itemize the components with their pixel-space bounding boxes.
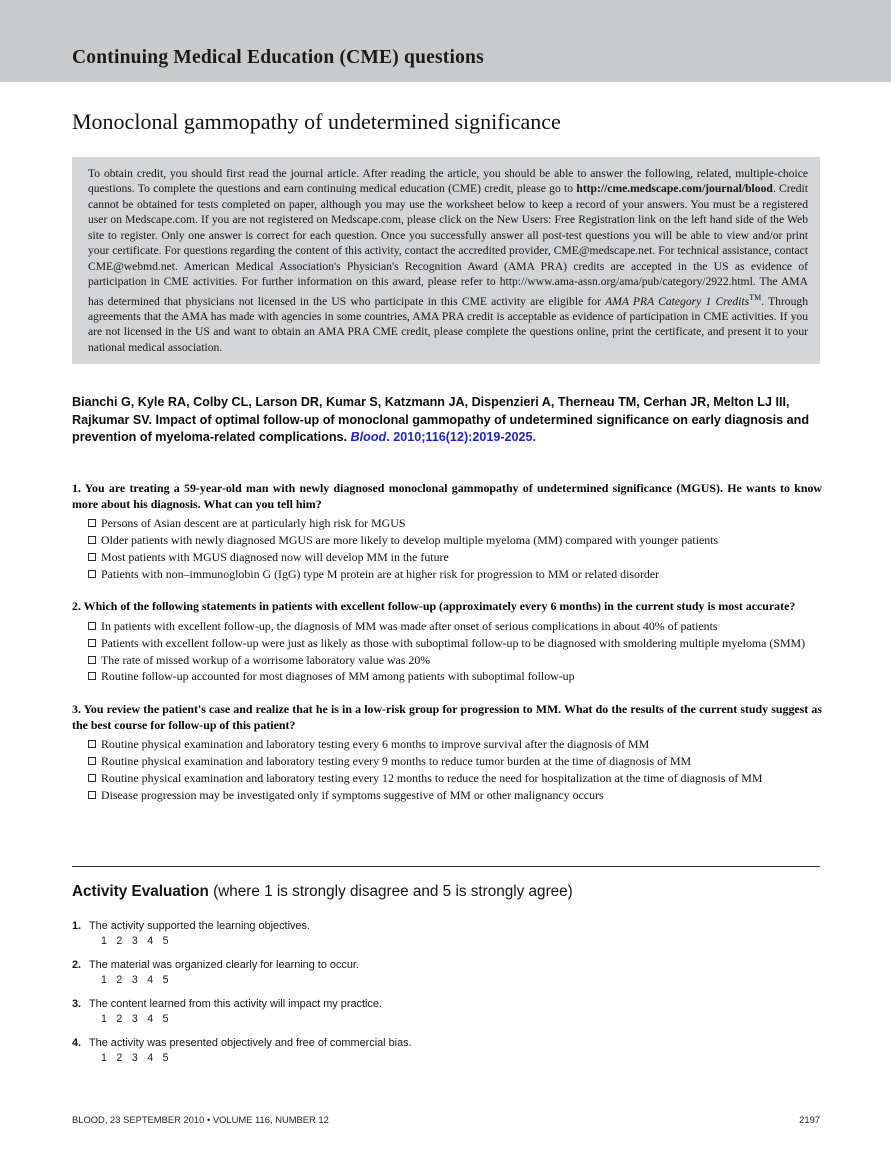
checkbox-icon[interactable]: [88, 672, 96, 680]
evaluation-item-text: The activity was presented objectively and free of commercial bias.: [89, 1037, 412, 1049]
page-header-title: Continuing Medical Education (CME) questions: [72, 47, 484, 68]
rating-option-1[interactable]: 1: [101, 935, 108, 947]
answer-option[interactable]: [72, 787, 822, 804]
answer-option-label: Persons of Asian descent are at particularly high risk for MGUS: [101, 516, 406, 531]
citation-authors-title: Bianchi G, Kyle RA, Colby CL, Larson DR, Kumar S, Katzmann JA, Dispenzieri A, Therneau TM, Cerhan JR, Melton LJ III, Rajkumar SV. Impact of optimal follow-up of monoclonal gammopathy of undetermined significance on early diagnosis and prevention of myeloma-related complications.: [72, 395, 810, 445]
answer-option[interactable]: [72, 770, 822, 787]
answer-option-label: The rate of missed workup of a worrisome laboratory value was 20%: [101, 652, 431, 667]
answer-option[interactable]: [72, 753, 822, 770]
rating-option-3[interactable]: 3: [131, 935, 139, 947]
rating-option-1[interactable]: 1: [101, 974, 108, 986]
checkbox-icon[interactable]: [88, 791, 96, 799]
evaluation-item: [72, 958, 822, 986]
rating-option-3[interactable]: 3: [131, 1013, 139, 1025]
evaluation-item-number: 3.: [72, 998, 82, 1010]
evaluation-heading-title: Activity Evaluation: [72, 883, 209, 900]
evaluation-item: [72, 997, 822, 1025]
ama-credit-italic: AMA PRA Category 1 Credits: [605, 294, 750, 308]
answer-option-label: In patients with excellent follow-up, the diagnosis of MM was made after onset of serious complications in about 40% of patients: [101, 618, 718, 633]
evaluation-item-line: [72, 1036, 822, 1050]
evaluation-item-number: 2.: [72, 959, 82, 971]
rating-option-4[interactable]: 4: [147, 1052, 154, 1064]
checkbox-icon[interactable]: [88, 740, 96, 748]
instructions-part-1: To obtain credit, you should first read the journal article. After reading the article, you should be able to answer the following, related, multiple-choice questions. To complete the questions and earn continuing medical education (CME) credit, please go to: [88, 167, 808, 196]
answer-option[interactable]: [72, 549, 822, 566]
question-block: [72, 481, 822, 582]
trademark-symbol: TM: [749, 292, 762, 302]
instructions-part-2: . Credit cannot be obtained for tests completed on paper, although you may use the worksheet below to keep a record of your answers. You must be a registered user on Medscape.com. If you are not registered on Medscape.com, please click on the New Users: Free Registration link on the left hand side of the Web site to register. Only one answer is correct for each question. Once you successfully answer all post-test questions you will be able to view and/or print your certificate. For questions regarding the content of this activity, contact the accredited provider, CME@medscape.net. For technical assistance, contact CME@webmd.net. American Medical Association's Physician's Recognition Award (AMA PRA) credits are accepted in the US as evidence of participation in CME activities. For further information on this award, please refer to http://www.ama-assn.org/ama/pub/category/2922.html. The AMA has determined that physicians not licensed in the US who participate in this CME activity are eligible for: [88, 182, 808, 308]
instructions-part-3: . Through agreements that the AMA has made with agencies in some countries, AMA PRA credit is acceptable as evidence of participation in CME activities. If you are not licensed in the US and want to obtain an AMA PRA CME credit, please complete the questions online, print the certificate, and present it to your national medical association.: [88, 294, 808, 354]
rating-option-2[interactable]: 2: [116, 935, 123, 947]
evaluation-item-line: [72, 919, 822, 933]
rating-option-5[interactable]: 5: [162, 935, 170, 947]
cme-instructions-paragraph: [88, 166, 808, 355]
rating-option-4[interactable]: 4: [147, 935, 154, 947]
evaluation-rating-scale[interactable]: [72, 1013, 822, 1025]
evaluation-rating-scale[interactable]: [72, 1052, 822, 1064]
rating-option-1[interactable]: 1: [101, 1013, 108, 1025]
evaluation-item: [72, 1036, 822, 1064]
evaluation-item-text: The content learned from this activity will impact my practice.: [89, 998, 382, 1010]
checkbox-icon[interactable]: [88, 774, 96, 782]
answer-option[interactable]: [72, 668, 822, 685]
checkbox-icon[interactable]: [88, 570, 96, 578]
article-title: Monoclonal gammopathy of undetermined significance: [72, 109, 561, 134]
section-divider: [72, 866, 820, 867]
answer-option[interactable]: [72, 618, 822, 635]
answer-option[interactable]: [72, 635, 822, 652]
answer-option-label: Routine follow-up accounted for most diagnoses of MM among patients with suboptimal follow-up: [101, 669, 575, 684]
evaluation-item-text: The material was organized clearly for learning to occur.: [89, 959, 359, 971]
question-stem: 3. You review the patient's case and realize that he is in a low-risk group for progression to MM. What do the results of the current study suggest as the best course for follow-up of this patient?: [72, 702, 822, 732]
checkbox-icon[interactable]: [88, 519, 96, 527]
checkbox-icon[interactable]: [88, 639, 96, 647]
rating-option-4[interactable]: 4: [147, 1013, 154, 1025]
rating-option-4[interactable]: 4: [147, 974, 154, 986]
answer-option[interactable]: [72, 515, 822, 532]
question-options: [72, 515, 822, 582]
answer-option-label: Patients with excellent follow-up were just as likely as those with suboptimal follow-up to be diagnosed with smoldering multiple myeloma (SMM): [101, 635, 806, 650]
answer-option[interactable]: [72, 652, 822, 669]
activity-evaluation-section: [72, 883, 822, 1075]
answer-option[interactable]: [72, 532, 822, 549]
answer-option-label: Routine physical examination and laboratory testing every 12 months to reduce the need for hospitalization at the time of diagnosis of MM: [101, 770, 763, 785]
evaluation-rating-scale[interactable]: [72, 935, 822, 947]
evaluation-item: [72, 919, 822, 947]
question-block: [72, 599, 822, 685]
answer-option[interactable]: [72, 736, 822, 753]
cme-url: http://cme.medscape.com/journal/blood: [576, 182, 773, 196]
answer-option-label: Routine physical examination and laboratory testing every 6 months to improve survival after the diagnosis of MM: [101, 737, 650, 752]
page-footer: [72, 1114, 820, 1125]
rating-option-5[interactable]: 5: [162, 1052, 170, 1064]
footer-page-number: 2197: [799, 1114, 820, 1125]
citation-journal-name: Blood: [350, 430, 387, 445]
rating-option-2[interactable]: 2: [116, 1052, 123, 1064]
page-header-band: [0, 0, 891, 82]
evaluation-item-number: 1.: [72, 920, 82, 932]
evaluation-heading-note: (where 1 is strongly disagree and 5 is strongly agree): [208, 883, 573, 900]
checkbox-icon[interactable]: [88, 757, 96, 765]
evaluation-rating-scale[interactable]: [72, 974, 822, 986]
evaluation-item-line: [72, 958, 822, 972]
answer-option-label: Patients with non–immunoglobin G (IgG) type M protein are at higher risk for progression to MM or related disorder: [101, 566, 660, 581]
checkbox-icon[interactable]: [88, 622, 96, 630]
checkbox-icon[interactable]: [88, 536, 96, 544]
footer-journal-info: BLOOD, 23 SEPTEMBER 2010 • VOLUME 116, NUMBER 12: [72, 1114, 329, 1125]
evaluation-item-line: [72, 997, 822, 1011]
article-citation: [72, 394, 824, 447]
answer-option-label: Disease progression may be investigated only if symptoms suggestive of MM or other malignancy occurs: [101, 787, 604, 802]
question-stem: 1. You are treating a 59-year-old man with newly diagnosed monoclonal gammopathy of undetermined significance (MGUS). He wants to know more about his diagnosis. What can you tell him?: [72, 481, 822, 511]
evaluation-item-number: 4.: [72, 1037, 82, 1049]
activity-evaluation-heading: [72, 883, 822, 901]
answer-option-label: Routine physical examination and laboratory testing every 9 months to reduce tumor burden at the time of diagnosis of MM: [101, 754, 692, 769]
rating-option-5[interactable]: 5: [162, 1013, 170, 1025]
checkbox-icon[interactable]: [88, 656, 96, 664]
checkbox-icon[interactable]: [88, 553, 96, 561]
question-options: [72, 618, 822, 685]
question-stem: 2. Which of the following statements in patients with excellent follow-up (approximately every 6 months) in the current study is most accurate?: [72, 599, 796, 614]
rating-option-1[interactable]: 1: [101, 1052, 108, 1064]
cme-instructions-box: [72, 157, 820, 364]
cme-questions-list: [72, 481, 822, 821]
evaluation-item-text: The activity supported the learning objectives.: [89, 920, 310, 932]
answer-option-label: Most patients with MGUS diagnosed now will develop MM in the future: [101, 549, 449, 564]
answer-option-label: Older patients with newly diagnosed MGUS are more likely to develop multiple myeloma (MM) compared with younger patients: [101, 532, 719, 547]
question-options: [72, 736, 822, 803]
rating-option-3[interactable]: 3: [131, 974, 139, 986]
citation-volume-pages: . 2010;116(12):2019-2025.: [386, 430, 537, 445]
rating-option-5[interactable]: 5: [162, 974, 170, 986]
question-block: [72, 702, 822, 803]
answer-option[interactable]: [72, 566, 822, 583]
rating-option-2[interactable]: 2: [116, 974, 123, 986]
rating-option-2[interactable]: 2: [116, 1013, 123, 1025]
rating-option-3[interactable]: 3: [131, 1052, 139, 1064]
